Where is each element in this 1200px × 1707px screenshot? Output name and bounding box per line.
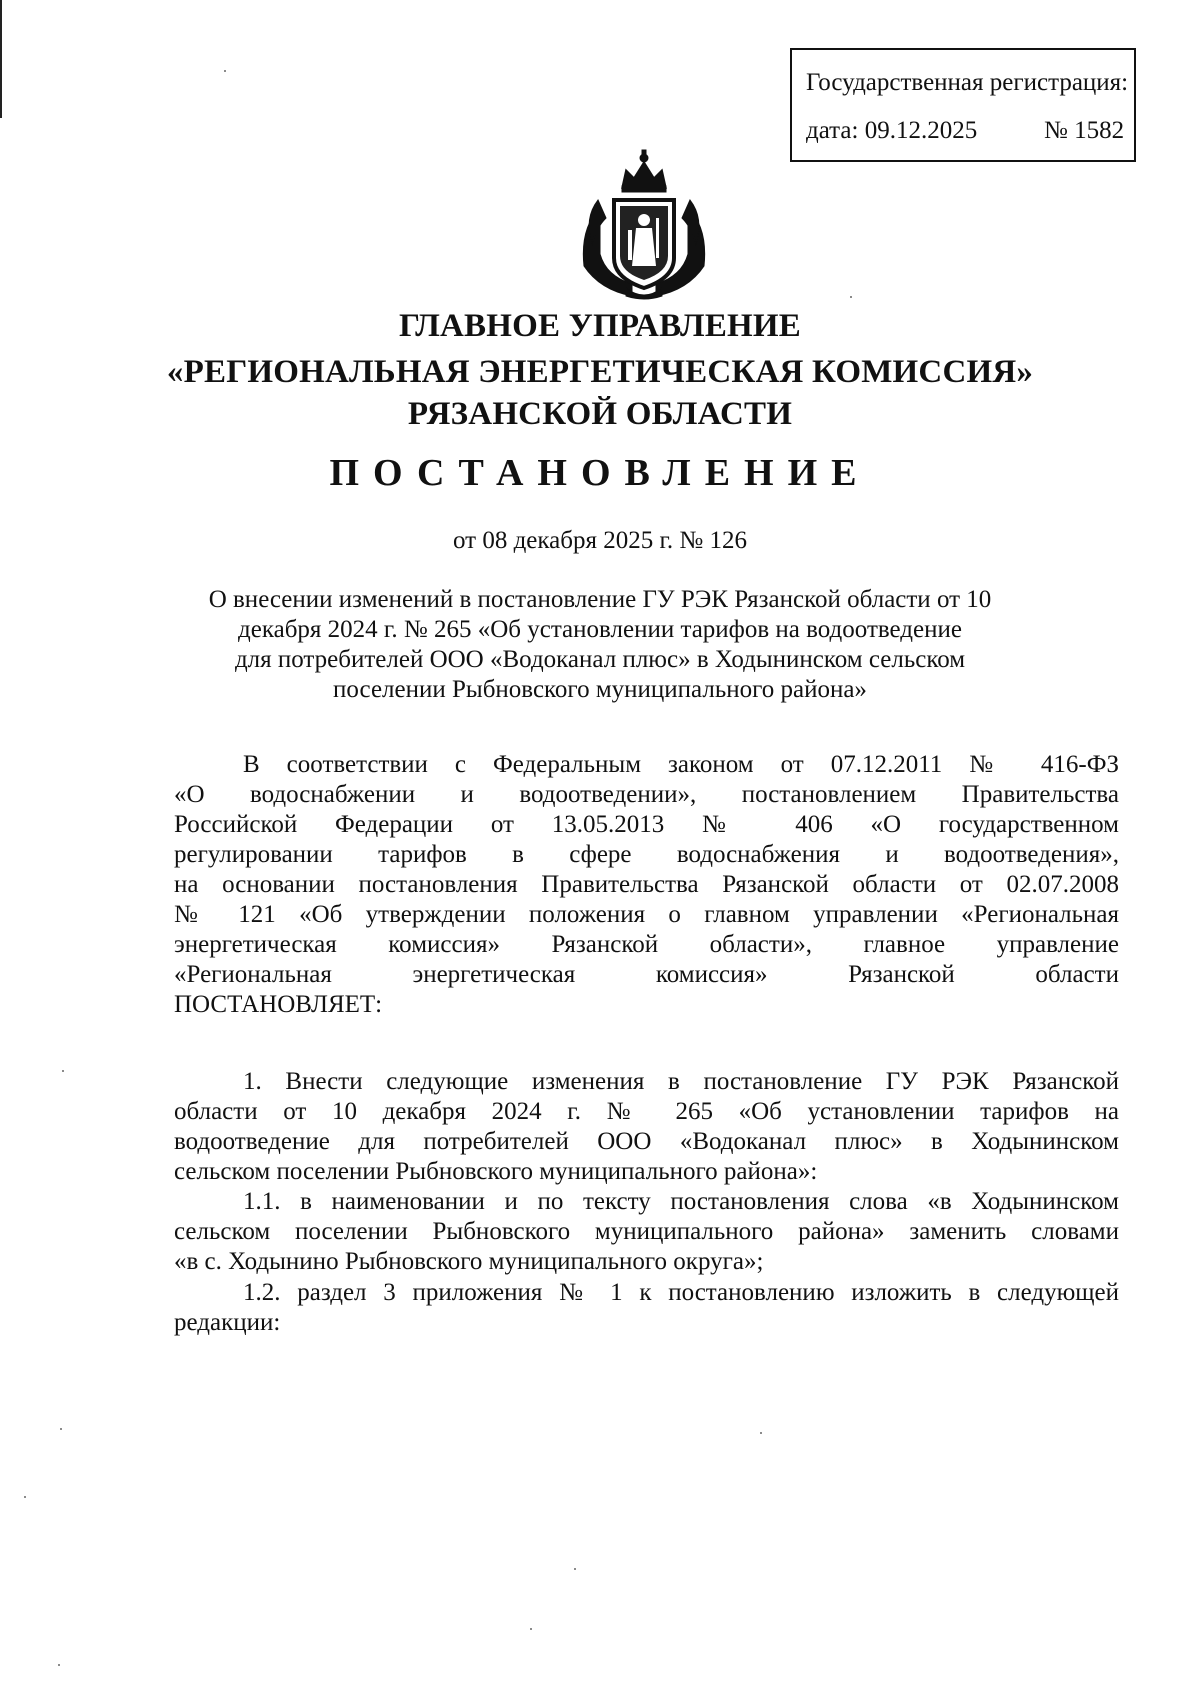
scan-speck [24, 1496, 26, 1498]
subject-line: поселении Рыбновского муниципального района» [333, 676, 867, 703]
registration-number: № 1582 [1044, 117, 1125, 144]
subject-line: для потребителей ООО «Водоканал плюс» в Ходынинском сельском [234, 646, 966, 673]
preamble-line: на основании постановления Правительства Рязанской области от 02.07.2008 [174, 871, 1119, 898]
item-1-1-line: 1.1. в наименовании и по тексту постановления слова «в Ходынинском [243, 1188, 1119, 1215]
scan-speck [58, 1664, 60, 1666]
item-1-1-line: «в с. Ходынино Рыбновского муниципального округа»; [174, 1248, 764, 1275]
preamble-line: регулировании тарифов в сфере водоснабжения и водоотведения», [174, 841, 1119, 868]
organization-title-line2: «РЕГИОНАЛЬНАЯ ЭНЕРГЕТИЧЕСКАЯ КОМИССИЯ» [166, 354, 1034, 390]
decree-verb: ПОСТАНОВЛЯЕТ: [174, 991, 383, 1018]
preamble-line: В соответствии с Федеральным законом от 07.12.2011 № 416-ФЗ [243, 751, 1119, 778]
preamble-line: энергетическая комиссия» Рязанской области», главное управление [174, 931, 1119, 958]
registration-date: дата: 09.12.2025 [806, 117, 978, 144]
scan-speck [574, 1568, 576, 1570]
coat-of-arms-icon [570, 148, 718, 302]
scan-speck [760, 1432, 762, 1434]
item-1-2-paragraph [174, 1278, 1119, 1338]
item-1-1-line: сельском поселении Рыбновского муниципального района» заменить словами [174, 1218, 1119, 1245]
registration-stamp [790, 48, 1136, 162]
item-1-paragraph [174, 1067, 1119, 1187]
preamble-line: «Региональная энергетическая комиссия» Рязанской области [174, 961, 1119, 988]
item-1-line: 1. Внести следующие изменения в постановление ГУ РЭК Рязанской [243, 1068, 1119, 1095]
scan-speck [530, 1628, 532, 1630]
subject-line: декабря 2024 г. № 265 «Об установлении тарифов на водоотведение [238, 616, 962, 643]
item-1-1-paragraph [174, 1187, 1119, 1277]
subject-line: О внесении изменений в постановление ГУ РЭК Рязанской области от 10 [208, 586, 992, 613]
registration-label: Государственная регистрация: [806, 69, 1129, 96]
document-type: ПОСТАНОВЛЕНИЕ [329, 452, 871, 494]
item-1-line: области от 10 декабря 2024 г. № 265 «Об установлении тарифов на [174, 1098, 1119, 1125]
preamble-line: № 121 «Об утверждении положения о главном управлении «Региональная [174, 901, 1119, 928]
item-1-line: сельском поселении Рыбновского муниципального района»: [174, 1158, 818, 1185]
organization-title-line1: ГЛАВНОЕ УПРАВЛЕНИЕ [398, 308, 801, 344]
scan-speck [60, 1428, 62, 1430]
document-subject [150, 585, 1050, 705]
scan-speck [850, 296, 852, 298]
organization-title-line3: РЯЗАНСКОЙ ОБЛАСТИ [407, 396, 793, 432]
scan-speck [62, 1070, 64, 1072]
scan-edge-mark [0, 0, 2, 118]
scan-speck [224, 70, 226, 72]
preamble-line: Российской Федерации от 13.05.2013 № 406 «О государственном [174, 811, 1119, 838]
document-date-number: от 08 декабря 2025 г. № 126 [452, 527, 748, 554]
preamble-line: «О водоснабжении и водоотведении», постановлением Правительства [174, 781, 1119, 808]
item-1-2-line: редакции: [174, 1309, 281, 1336]
item-1-2-line: 1.2. раздел 3 приложения № 1 к постановлению изложить в следующей [243, 1279, 1119, 1306]
preamble-paragraph [174, 750, 1119, 1020]
item-1-line: водоотведение для потребителей ООО «Водоканал плюс» в Ходынинском [174, 1128, 1119, 1155]
